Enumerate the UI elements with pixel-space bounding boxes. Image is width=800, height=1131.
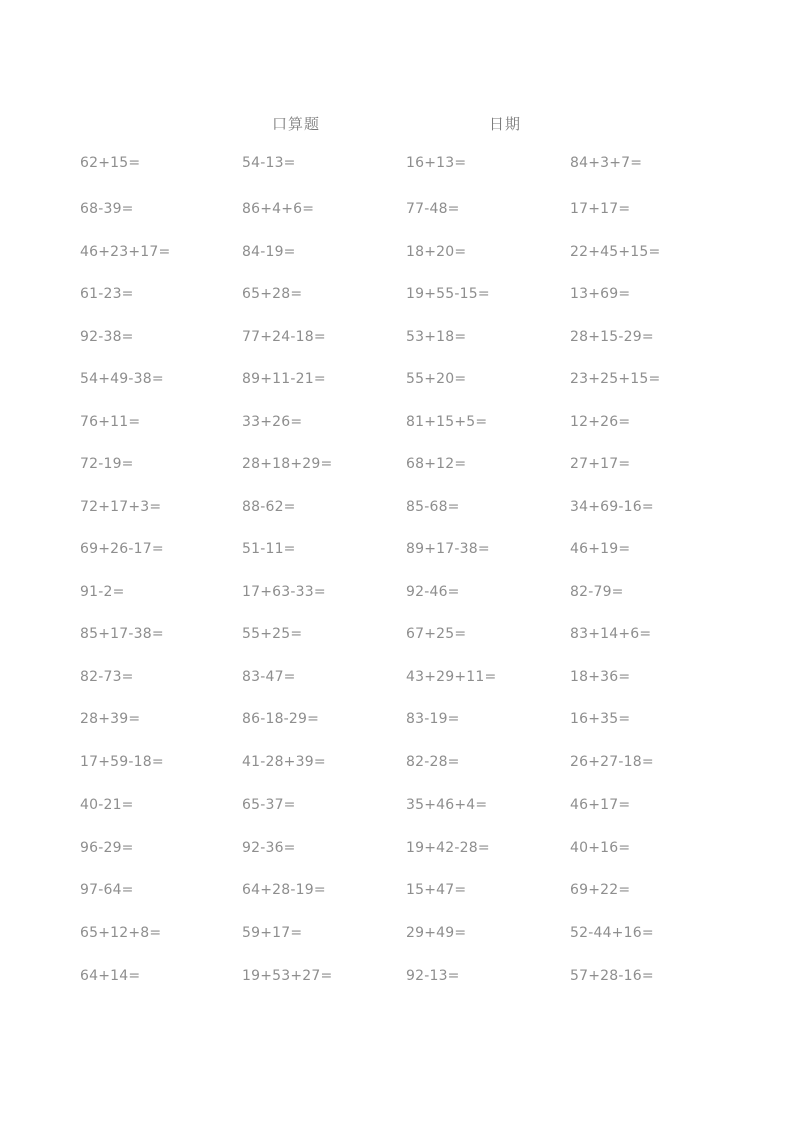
problem-item: 72-19= bbox=[80, 456, 134, 472]
problem-item: 92-46= bbox=[406, 584, 460, 600]
problem-item: 55+25= bbox=[242, 626, 303, 642]
problem-item: 89+17-38= bbox=[406, 541, 490, 557]
problem-item: 83-19= bbox=[406, 711, 460, 727]
problem-item: 96-29= bbox=[80, 840, 134, 856]
problem-item: 82-28= bbox=[406, 754, 460, 770]
problem-item: 67+25= bbox=[406, 626, 467, 642]
problem-item: 16+35= bbox=[570, 711, 631, 727]
worksheet-title: 口算题 bbox=[272, 115, 321, 133]
problem-item: 69+26-17= bbox=[80, 541, 164, 557]
problem-item: 69+22= bbox=[570, 882, 631, 898]
problem-item: 15+47= bbox=[406, 882, 467, 898]
problem-item: 54-13= bbox=[242, 155, 296, 171]
problem-item: 28+15-29= bbox=[570, 329, 654, 345]
problem-item: 17+17= bbox=[570, 201, 631, 217]
problem-item: 28+39= bbox=[80, 711, 141, 727]
problem-item: 86-18-29= bbox=[242, 711, 320, 727]
problem-item: 53+18= bbox=[406, 329, 467, 345]
problem-item: 97-64= bbox=[80, 882, 134, 898]
problem-item: 65+12+8= bbox=[80, 925, 162, 941]
problem-item: 82-73= bbox=[80, 669, 134, 685]
problem-item: 65+28= bbox=[242, 286, 303, 302]
date-label: 日期 bbox=[489, 115, 522, 133]
problem-item: 83+14+6= bbox=[570, 626, 652, 642]
problem-item: 89+11-21= bbox=[242, 371, 326, 387]
problem-item: 65-37= bbox=[242, 797, 296, 813]
problem-item: 64+14= bbox=[80, 968, 141, 984]
problem-item: 51-11= bbox=[242, 541, 296, 557]
problem-item: 92-38= bbox=[80, 329, 134, 345]
problem-item: 27+17= bbox=[570, 456, 631, 472]
problem-item: 17+59-18= bbox=[80, 754, 164, 770]
problem-item: 35+46+4= bbox=[406, 797, 488, 813]
problem-item: 61-23= bbox=[80, 286, 134, 302]
problem-item: 46+23+17= bbox=[80, 244, 171, 260]
problem-item: 18+36= bbox=[570, 669, 631, 685]
problem-item: 19+53+27= bbox=[242, 968, 333, 984]
problem-item: 26+27-18= bbox=[570, 754, 654, 770]
problem-item: 17+63-33= bbox=[242, 584, 326, 600]
problem-item: 34+69-16= bbox=[570, 499, 654, 515]
problem-item: 88-62= bbox=[242, 499, 296, 515]
problem-item: 81+15+5= bbox=[406, 414, 488, 430]
problem-item: 46+19= bbox=[570, 541, 631, 557]
problem-item: 40+16= bbox=[570, 840, 631, 856]
problem-item: 91-2= bbox=[80, 584, 125, 600]
problem-item: 64+28-19= bbox=[242, 882, 326, 898]
problem-item: 77+24-18= bbox=[242, 329, 326, 345]
problem-item: 29+49= bbox=[406, 925, 467, 941]
problem-item: 82-79= bbox=[570, 584, 624, 600]
problem-item: 33+26= bbox=[242, 414, 303, 430]
problem-item: 22+45+15= bbox=[570, 244, 661, 260]
problem-item: 57+28-16= bbox=[570, 968, 654, 984]
problem-item: 59+17= bbox=[242, 925, 303, 941]
problem-item: 85-68= bbox=[406, 499, 460, 515]
problem-item: 23+25+15= bbox=[570, 371, 661, 387]
problem-item: 28+18+29= bbox=[242, 456, 333, 472]
problem-item: 76+11= bbox=[80, 414, 141, 430]
problem-item: 77-48= bbox=[406, 201, 460, 217]
problem-item: 13+69= bbox=[570, 286, 631, 302]
problem-item: 12+26= bbox=[570, 414, 631, 430]
problem-item: 52-44+16= bbox=[570, 925, 654, 941]
problem-item: 83-47= bbox=[242, 669, 296, 685]
problem-item: 84-19= bbox=[242, 244, 296, 260]
problem-item: 84+3+7= bbox=[570, 155, 643, 171]
problem-item: 43+29+11= bbox=[406, 669, 497, 685]
problem-item: 18+20= bbox=[406, 244, 467, 260]
problem-item: 46+17= bbox=[570, 797, 631, 813]
problem-item: 62+15= bbox=[80, 155, 141, 171]
problem-item: 86+4+6= bbox=[242, 201, 315, 217]
problem-item: 54+49-38= bbox=[80, 371, 164, 387]
problem-item: 68+12= bbox=[406, 456, 467, 472]
problem-item: 19+55-15= bbox=[406, 286, 490, 302]
problem-item: 72+17+3= bbox=[80, 499, 162, 515]
problem-item: 68-39= bbox=[80, 201, 134, 217]
problem-item: 85+17-38= bbox=[80, 626, 164, 642]
problem-item: 19+42-28= bbox=[406, 840, 490, 856]
problem-item: 41-28+39= bbox=[242, 754, 326, 770]
problem-item: 16+13= bbox=[406, 155, 467, 171]
problem-item: 55+20= bbox=[406, 371, 467, 387]
problem-item: 92-36= bbox=[242, 840, 296, 856]
problem-item: 92-13= bbox=[406, 968, 460, 984]
problem-item: 40-21= bbox=[80, 797, 134, 813]
